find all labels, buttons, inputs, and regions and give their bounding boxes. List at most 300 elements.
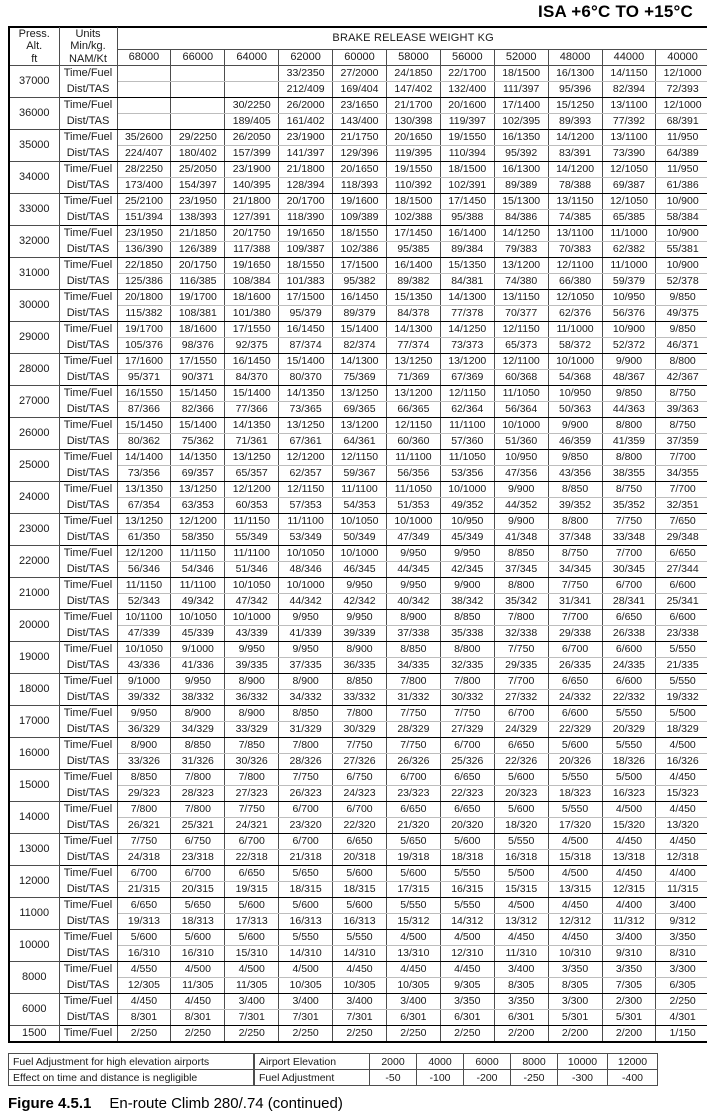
cell-dist-tas: 33/329 <box>225 722 279 738</box>
cell-dist-tas: 34/332 <box>279 690 333 706</box>
cell-time-fuel: 9/950 <box>333 578 387 594</box>
cell-time-fuel: 11/1050 <box>494 386 548 402</box>
units-label-dist-tas: Dist/TAS <box>59 530 117 546</box>
units-label-dist-tas: Dist/TAS <box>59 274 117 290</box>
cell-time-fuel: 4/450 <box>602 834 656 850</box>
cell-dist-tas: 102/395 <box>494 114 548 130</box>
cell-time-fuel: 6/650 <box>333 834 387 850</box>
cell-dist-tas: 45/339 <box>171 626 225 642</box>
cell-time-fuel: 7/750 <box>494 642 548 658</box>
cell-time-fuel: 19/1550 <box>440 130 494 146</box>
cell-dist-tas: 56/346 <box>117 562 171 578</box>
cell-time-fuel: 12/1050 <box>548 290 602 306</box>
figure-title: En-route Climb 280/.74 (continued) <box>109 1095 343 1112</box>
cell-dist-tas: 73/373 <box>440 338 494 354</box>
pressure-altitude-cell: 13000 <box>9 834 59 866</box>
cell-time-fuel: 5/600 <box>386 866 440 882</box>
cell-time-fuel: 2/200 <box>494 1026 548 1043</box>
cell-dist-tas: 95/382 <box>333 274 387 290</box>
cell-dist-tas: 16/310 <box>171 946 225 962</box>
cell-time-fuel: 14/1150 <box>602 66 656 82</box>
cell-time-fuel: 10/1050 <box>333 514 387 530</box>
cell-dist-tas: 60/360 <box>386 434 440 450</box>
cell-time-fuel: 7/800 <box>440 674 494 690</box>
cell-time-fuel: 2/250 <box>656 994 707 1010</box>
cell-dist-tas: 47/339 <box>117 626 171 642</box>
cell-time-fuel: 9/850 <box>656 290 707 306</box>
table-row <box>9 978 707 994</box>
cell-time-fuel: 18/1550 <box>279 258 333 274</box>
cell-dist-tas: 224/407 <box>117 146 171 162</box>
pressure-altitude-cell: 36000 <box>9 98 59 130</box>
cell-dist-tas: 136/390 <box>117 242 171 258</box>
cell-time-fuel: 8/900 <box>333 642 387 658</box>
cell-dist-tas: 128/394 <box>279 178 333 194</box>
cell-dist-tas: 71/369 <box>386 370 440 386</box>
cell-time-fuel: 15/1250 <box>548 98 602 114</box>
cell-dist-tas: 11/310 <box>494 946 548 962</box>
cell-time-fuel: 12/1200 <box>279 450 333 466</box>
cell-dist-tas: 6/305 <box>656 978 707 994</box>
pressure-altitude-cell: 24000 <box>9 482 59 514</box>
cell-time-fuel: 9/1000 <box>171 642 225 658</box>
cell-time-fuel: 23/1900 <box>279 130 333 146</box>
cell-time-fuel: 4/450 <box>656 802 707 818</box>
cell-dist-tas: 43/339 <box>225 626 279 642</box>
cell-dist-tas: 10/305 <box>333 978 387 994</box>
cell-time-fuel: 4/450 <box>440 962 494 978</box>
table-row <box>9 946 707 962</box>
cell-dist-tas: 78/388 <box>548 178 602 194</box>
cell-time-fuel: 13/1250 <box>117 514 171 530</box>
cell-dist-tas: 24/321 <box>225 818 279 834</box>
cell-dist-tas: 18/313 <box>171 914 225 930</box>
fuel-adjustment-section <box>8 1053 699 1086</box>
cell-time-fuel: 7/750 <box>279 770 333 786</box>
cell-dist-tas: 31/329 <box>279 722 333 738</box>
pressure-altitude-cell: 17000 <box>9 706 59 738</box>
header-pressure-altitude-line1: Press. <box>18 27 50 40</box>
cell-dist-tas: 22/332 <box>602 690 656 706</box>
cell-time-fuel: 14/1250 <box>494 226 548 242</box>
cell-dist-tas: 35/338 <box>440 626 494 642</box>
cell-time-fuel: 9/950 <box>386 546 440 562</box>
cell-time-fuel <box>117 66 171 82</box>
cell-dist-tas: 83/391 <box>548 146 602 162</box>
cell-time-fuel: 13/1250 <box>333 386 387 402</box>
units-label-time-fuel: Time/Fuel <box>59 642 117 658</box>
cell-time-fuel: 7/800 <box>117 802 171 818</box>
cell-time-fuel: 12/1150 <box>494 322 548 338</box>
cell-dist-tas: 44/345 <box>386 562 440 578</box>
cell-dist-tas: 14/310 <box>333 946 387 962</box>
cell-dist-tas: 62/364 <box>440 402 494 418</box>
cell-time-fuel: 10/1000 <box>440 482 494 498</box>
cell-time-fuel: 13/1150 <box>494 290 548 306</box>
cell-time-fuel: 20/1750 <box>225 226 279 242</box>
cell-time-fuel: 3/400 <box>602 930 656 946</box>
cell-time-fuel: 19/1650 <box>225 258 279 274</box>
cell-time-fuel: 6/600 <box>602 674 656 690</box>
cell-dist-tas: 23/323 <box>386 786 440 802</box>
cell-dist-tas: 119/395 <box>386 146 440 162</box>
cell-dist-tas: 82/394 <box>602 82 656 98</box>
cell-dist-tas: 28/329 <box>386 722 440 738</box>
cell-dist-tas: 18/318 <box>440 850 494 866</box>
table-row <box>9 434 707 450</box>
cell-time-fuel: 14/1350 <box>171 450 225 466</box>
units-label-time-fuel: Time/Fuel <box>59 962 117 978</box>
cell-time-fuel: 6/650 <box>440 802 494 818</box>
cell-dist-tas: 127/391 <box>225 210 279 226</box>
cell-time-fuel: 4/450 <box>548 898 602 914</box>
table-row <box>9 242 707 258</box>
units-label-time-fuel: Time/Fuel <box>59 1026 117 1043</box>
cell-dist-tas: 9/305 <box>440 978 494 994</box>
cell-time-fuel: 12/1150 <box>440 386 494 402</box>
cell-time-fuel: 24/1850 <box>386 66 440 82</box>
cell-dist-tas: 77/378 <box>440 306 494 322</box>
cell-time-fuel: 9/900 <box>548 418 602 434</box>
table-row <box>9 594 707 610</box>
table-row <box>9 130 707 146</box>
cell-dist-tas: 64/361 <box>333 434 387 450</box>
fuel-adjustment-value: -50 <box>370 1070 417 1086</box>
cell-dist-tas: 72/393 <box>656 82 707 98</box>
fuel-adjustment-value: -300 <box>558 1070 608 1086</box>
table-body <box>9 66 707 1043</box>
airport-elevation-adjustment-table <box>254 1053 658 1086</box>
cell-time-fuel: 7/750 <box>602 514 656 530</box>
cell-dist-tas: 28/326 <box>279 754 333 770</box>
note-time-distance: Effect on time and distance is negligible <box>9 1070 254 1086</box>
cell-dist-tas: 13/315 <box>548 882 602 898</box>
cell-time-fuel: 8/750 <box>602 482 656 498</box>
cell-dist-tas: 147/402 <box>386 82 440 98</box>
cell-time-fuel: 21/1850 <box>171 226 225 242</box>
cell-time-fuel: 4/500 <box>440 930 494 946</box>
cell-time-fuel: 12/1100 <box>548 258 602 274</box>
cell-dist-tas: 110/394 <box>440 146 494 162</box>
cell-time-fuel: 2/200 <box>602 1026 656 1043</box>
cell-time-fuel: 3/400 <box>333 994 387 1010</box>
table-row <box>9 386 707 402</box>
pressure-altitude-cell: 23000 <box>9 514 59 546</box>
table-row <box>9 354 707 370</box>
cell-time-fuel: 4/500 <box>656 738 707 754</box>
cell-time-fuel: 3/400 <box>386 994 440 1010</box>
table-row <box>9 930 707 946</box>
cell-dist-tas: 22/329 <box>548 722 602 738</box>
cell-dist-tas: 46/345 <box>333 562 387 578</box>
cell-dist-tas: 38/355 <box>602 466 656 482</box>
cell-time-fuel: 4/450 <box>171 994 225 1010</box>
cell-dist-tas: 60/368 <box>494 370 548 386</box>
cell-time-fuel: 8/750 <box>548 546 602 562</box>
table-row <box>9 866 707 882</box>
cell-time-fuel: 4/450 <box>602 866 656 882</box>
cell-time-fuel: 6/750 <box>171 834 225 850</box>
cell-dist-tas: 33/332 <box>333 690 387 706</box>
cell-dist-tas: 24/323 <box>333 786 387 802</box>
cell-time-fuel: 12/1100 <box>494 354 548 370</box>
cell-dist-tas: 65/357 <box>225 466 279 482</box>
units-label-dist-tas: Dist/TAS <box>59 882 117 898</box>
pressure-altitude-cell: 6000 <box>9 994 59 1026</box>
cell-time-fuel: 9/900 <box>440 578 494 594</box>
cell-dist-tas: 29/323 <box>117 786 171 802</box>
cell-dist-tas: 19/318 <box>386 850 440 866</box>
cell-time-fuel: 3/350 <box>494 994 548 1010</box>
airport-elevation-value: 8000 <box>511 1054 558 1070</box>
cell-dist-tas <box>225 82 279 98</box>
cell-dist-tas: 33/326 <box>117 754 171 770</box>
header-pressure-altitude-line2: Alt. <box>26 40 43 53</box>
cell-time-fuel: 33/2350 <box>279 66 333 82</box>
cell-time-fuel: 15/1450 <box>117 418 171 434</box>
table-row <box>9 98 707 114</box>
cell-time-fuel: 12/1200 <box>225 482 279 498</box>
cell-dist-tas: 68/391 <box>656 114 707 130</box>
table-row <box>9 178 707 194</box>
cell-dist-tas: 16/310 <box>117 946 171 962</box>
table-row <box>9 754 707 770</box>
units-label-dist-tas: Dist/TAS <box>59 370 117 386</box>
cell-time-fuel: 17/1550 <box>171 354 225 370</box>
cell-dist-tas: 17/313 <box>225 914 279 930</box>
cell-time-fuel: 9/850 <box>602 386 656 402</box>
cell-time-fuel: 9/950 <box>386 578 440 594</box>
pressure-altitude-cell: 12000 <box>9 866 59 898</box>
cell-time-fuel: 5/550 <box>656 674 707 690</box>
cell-dist-tas: 17/320 <box>548 818 602 834</box>
table-row <box>9 706 707 722</box>
cell-dist-tas: 71/361 <box>225 434 279 450</box>
cell-dist-tas: 67/361 <box>279 434 333 450</box>
table-row <box>9 882 707 898</box>
units-label-dist-tas: Dist/TAS <box>59 402 117 418</box>
units-label-time-fuel: Time/Fuel <box>59 514 117 530</box>
cell-time-fuel: 8/800 <box>602 450 656 466</box>
table-header <box>9 27 707 66</box>
units-label-time-fuel: Time/Fuel <box>59 98 117 114</box>
cell-dist-tas: 16/323 <box>602 786 656 802</box>
cell-time-fuel: 4/400 <box>656 866 707 882</box>
cell-dist-tas: 80/370 <box>279 370 333 386</box>
figure-caption <box>8 1095 699 1112</box>
units-label-dist-tas: Dist/TAS <box>59 690 117 706</box>
cell-time-fuel: 4/450 <box>494 930 548 946</box>
cell-time-fuel: 14/1350 <box>225 418 279 434</box>
cell-dist-tas: 24/329 <box>494 722 548 738</box>
cell-time-fuel: 9/950 <box>333 610 387 626</box>
table-row <box>9 546 707 562</box>
cell-time-fuel: 4/500 <box>494 898 548 914</box>
cell-dist-tas: 30/345 <box>602 562 656 578</box>
cell-time-fuel: 13/1250 <box>279 418 333 434</box>
cell-dist-tas: 39/335 <box>225 658 279 674</box>
units-label-time-fuel: Time/Fuel <box>59 418 117 434</box>
header-units-line1: Units <box>75 27 101 40</box>
cell-dist-tas: 90/371 <box>171 370 225 386</box>
cell-time-fuel: 2/250 <box>117 1026 171 1043</box>
header-weight-44000: 44000 <box>602 50 656 66</box>
units-label-time-fuel: Time/Fuel <box>59 226 117 242</box>
table-row <box>9 290 707 306</box>
cell-time-fuel: 20/1650 <box>333 162 387 178</box>
cell-time-fuel: 14/1200 <box>548 130 602 146</box>
cell-time-fuel: 1/150 <box>656 1026 707 1043</box>
cell-dist-tas: 49/352 <box>440 498 494 514</box>
cell-time-fuel: 7/750 <box>548 578 602 594</box>
cell-time-fuel: 9/950 <box>279 610 333 626</box>
cell-time-fuel: 16/1300 <box>494 162 548 178</box>
cell-time-fuel: 7/800 <box>279 738 333 754</box>
cell-dist-tas: 67/369 <box>440 370 494 386</box>
cell-dist-tas: 87/374 <box>279 338 333 354</box>
cell-dist-tas: 34/345 <box>548 562 602 578</box>
table-row <box>9 146 707 162</box>
cell-time-fuel: 3/400 <box>494 962 548 978</box>
cell-dist-tas: 18/323 <box>548 786 602 802</box>
cell-dist-tas: 53/349 <box>279 530 333 546</box>
cell-time-fuel: 5/550 <box>440 866 494 882</box>
cell-dist-tas: 11/305 <box>225 978 279 994</box>
cell-dist-tas: 25/326 <box>440 754 494 770</box>
cell-time-fuel: 5/550 <box>279 930 333 946</box>
cell-dist-tas: 55/381 <box>656 242 707 258</box>
cell-dist-tas: 61/386 <box>656 178 707 194</box>
cell-dist-tas: 102/391 <box>440 178 494 194</box>
cell-time-fuel: 8/750 <box>656 386 707 402</box>
cell-time-fuel: 21/1800 <box>225 194 279 210</box>
cell-dist-tas: 4/301 <box>656 1010 707 1026</box>
cell-time-fuel: 9/950 <box>117 706 171 722</box>
cell-dist-tas: 29/338 <box>548 626 602 642</box>
table-row <box>9 770 707 786</box>
table-row <box>9 898 707 914</box>
cell-dist-tas: 46/359 <box>548 434 602 450</box>
cell-time-fuel: 9/950 <box>171 674 225 690</box>
cell-dist-tas: 61/350 <box>117 530 171 546</box>
cell-time-fuel: 2/250 <box>440 1026 494 1043</box>
cell-time-fuel: 7/700 <box>656 450 707 466</box>
cell-dist-tas: 29/335 <box>494 658 548 674</box>
table-row <box>9 690 707 706</box>
cell-dist-tas: 30/329 <box>333 722 387 738</box>
units-label-dist-tas: Dist/TAS <box>59 594 117 610</box>
cell-dist-tas: 16/318 <box>494 850 548 866</box>
header-weight-48000: 48000 <box>548 50 602 66</box>
cell-dist-tas <box>117 114 171 130</box>
cell-time-fuel: 14/1200 <box>548 162 602 178</box>
units-label-time-fuel: Time/Fuel <box>59 194 117 210</box>
cell-dist-tas: 118/390 <box>279 210 333 226</box>
cell-dist-tas: 17/315 <box>386 882 440 898</box>
cell-dist-tas: 27/332 <box>494 690 548 706</box>
cell-dist-tas: 69/387 <box>602 178 656 194</box>
cell-time-fuel: 7/800 <box>386 674 440 690</box>
cell-dist-tas: 55/349 <box>225 530 279 546</box>
cell-time-fuel: 5/550 <box>656 642 707 658</box>
cell-dist-tas: 44/363 <box>602 402 656 418</box>
cell-dist-tas: 75/362 <box>171 434 225 450</box>
cell-dist-tas: 109/389 <box>333 210 387 226</box>
cell-dist-tas: 20/326 <box>548 754 602 770</box>
cell-time-fuel: 8/850 <box>386 642 440 658</box>
units-label-dist-tas: Dist/TAS <box>59 242 117 258</box>
cell-dist-tas: 15/318 <box>548 850 602 866</box>
cell-dist-tas: 24/332 <box>548 690 602 706</box>
cell-dist-tas: 56/356 <box>386 466 440 482</box>
cell-dist-tas: 169/404 <box>333 82 387 98</box>
cell-time-fuel: 4/500 <box>548 866 602 882</box>
cell-time-fuel: 10/1000 <box>333 546 387 562</box>
table-row <box>9 994 707 1010</box>
cell-dist-tas: 7/301 <box>279 1010 333 1026</box>
cell-dist-tas: 95/392 <box>494 146 548 162</box>
cell-dist-tas: 189/405 <box>225 114 279 130</box>
cell-dist-tas: 53/356 <box>440 466 494 482</box>
cell-dist-tas: 75/369 <box>333 370 387 386</box>
units-label-dist-tas: Dist/TAS <box>59 946 117 962</box>
cell-dist-tas: 73/356 <box>117 466 171 482</box>
cell-time-fuel: 7/700 <box>656 482 707 498</box>
cell-dist-tas: 22/326 <box>494 754 548 770</box>
cell-dist-tas: 18/315 <box>333 882 387 898</box>
cell-time-fuel: 2/250 <box>333 1026 387 1043</box>
cell-time-fuel: 8/800 <box>656 354 707 370</box>
cell-time-fuel: 6/700 <box>386 770 440 786</box>
cell-dist-tas: 89/379 <box>333 306 387 322</box>
cell-time-fuel: 28/2250 <box>117 162 171 178</box>
cell-time-fuel: 15/1350 <box>440 258 494 274</box>
cell-dist-tas: 36/332 <box>225 690 279 706</box>
units-label-time-fuel: Time/Fuel <box>59 290 117 306</box>
cell-time-fuel: 35/2600 <box>117 130 171 146</box>
cell-time-fuel: 15/1400 <box>333 322 387 338</box>
cell-dist-tas: 63/353 <box>171 498 225 514</box>
cell-time-fuel: 8/900 <box>225 706 279 722</box>
cell-dist-tas: 95/379 <box>279 306 333 322</box>
cell-time-fuel: 7/700 <box>602 546 656 562</box>
cell-time-fuel: 11/1000 <box>602 258 656 274</box>
cell-time-fuel: 10/1000 <box>225 610 279 626</box>
cell-time-fuel: 19/1700 <box>117 322 171 338</box>
cell-dist-tas: 27/344 <box>656 562 707 578</box>
cell-time-fuel: 13/1250 <box>171 482 225 498</box>
cell-dist-tas: 22/318 <box>225 850 279 866</box>
units-label-time-fuel: Time/Fuel <box>59 546 117 562</box>
table-row <box>9 642 707 658</box>
cell-dist-tas: 27/323 <box>225 786 279 802</box>
cell-dist-tas: 24/335 <box>602 658 656 674</box>
cell-dist-tas: 111/397 <box>494 82 548 98</box>
cell-dist-tas: 59/379 <box>602 274 656 290</box>
cell-dist-tas: 6/301 <box>440 1010 494 1026</box>
cell-time-fuel: 12/1050 <box>602 162 656 178</box>
cell-dist-tas: 118/393 <box>333 178 387 194</box>
cell-dist-tas: 89/382 <box>386 274 440 290</box>
cell-time-fuel: 7/800 <box>333 706 387 722</box>
cell-dist-tas: 18/320 <box>494 818 548 834</box>
cell-dist-tas: 116/385 <box>171 274 225 290</box>
units-label-dist-tas: Dist/TAS <box>59 210 117 226</box>
airport-elevation-label: Airport Elevation <box>255 1054 370 1070</box>
cell-dist-tas: 37/359 <box>656 434 707 450</box>
cell-dist-tas: 21/315 <box>117 882 171 898</box>
cell-time-fuel: 8/850 <box>494 546 548 562</box>
